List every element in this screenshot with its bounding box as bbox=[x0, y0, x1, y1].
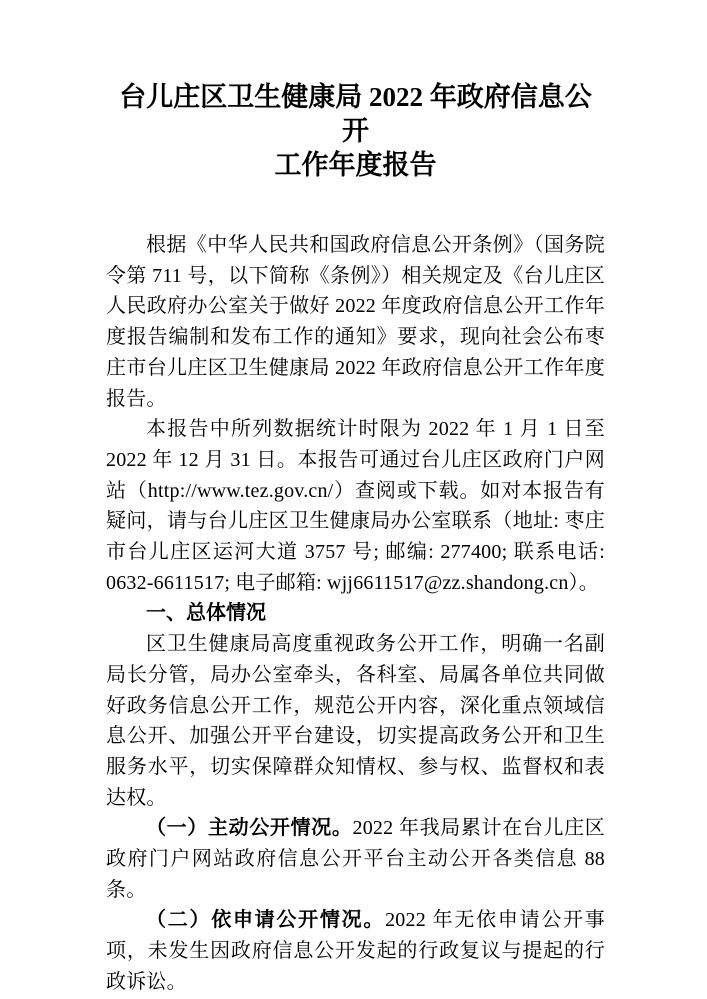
subheading-disclosure-upon-request: （二）依申请公开情况。 bbox=[146, 909, 386, 932]
subheading-proactive-disclosure: （一）主动公开情况。 bbox=[146, 817, 353, 840]
document-title bbox=[106, 80, 605, 182]
document-title-line2: 工作年度报告 bbox=[274, 150, 437, 180]
paragraph-scope-and-contact: 本报告中所列数据统计时限为 2022 年 1 月 1 日至 2022 年 12 月 31 日。本报告可通过台儿庄区政府门户网站（http://www.tez.gov.cn/）查阅或下载。如对本报告有疑问，请与台儿庄区卫生健康局办公室联系（地址: 枣庄市台儿庄区运河大道 3757 号; 邮编: 277400; 联系电话: 0632-6611517; 电子邮箱: wjj6611517@zz.shandong.cn）。 bbox=[106, 418, 605, 594]
section-heading-overall-situation: 一、总体情况 bbox=[146, 602, 266, 625]
paragraph-intro: 根据《中华人民共和国政府信息公开条例》（国务院令第 711 号，以下简称《条例》）相关规定及《台儿庄区人民政府办公室关于做好 2022 年度政府信息公开工作年度报告编制和发布工作的通知》要求，现向社会公布枣庄市台儿庄区卫生健康局 2022 年政府信息公开工作年度报告。 bbox=[106, 234, 605, 410]
paragraph-overview: 区卫生健康局高度重视政务公开工作，明确一名副局长分管，局办公室牵头，各科室、局属各单位共同做好政务信息公开工作，规范公开内容，深化重点领域信息公开、加强公开平台建设，切实提高政务公开和卫生服务水平，切实保障群众知情权、参与权、监督权和表达权。 bbox=[106, 633, 605, 809]
paragraph-proactive-disclosure-text: 2022 年我局累计在台儿庄区政府门户网站政府信息公开平台主动公开各类信息 88 条。 bbox=[106, 817, 605, 901]
paragraph-proactive-disclosure bbox=[106, 813, 605, 905]
paragraph-disclosure-upon-request-text: 2022 年无依申请公开事项，未发生因政府信息公开发起的行政复议与提起的行政诉讼。 bbox=[106, 909, 605, 993]
document-title-line1: 台儿庄区卫生健康局 2022 年政府信息公开 bbox=[119, 82, 592, 146]
paragraph-disclosure-upon-request bbox=[106, 905, 605, 997]
document-body bbox=[106, 230, 605, 998]
